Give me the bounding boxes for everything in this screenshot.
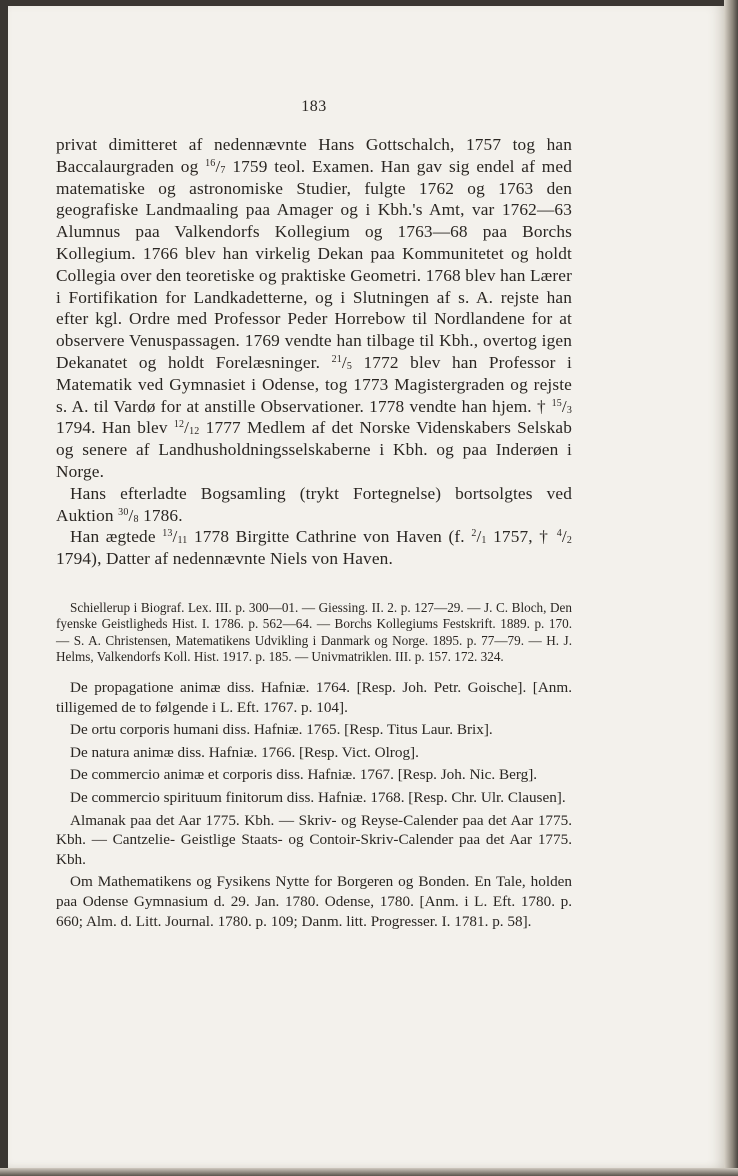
date-fraction: $^{12}/_{12}$ (173, 418, 200, 438)
work-entry: De ortu corporis humani diss. Hafniæ. 1765. [Resp. Titus Laur. Brix]. (70, 721, 493, 739)
page-number: 183 (301, 98, 327, 115)
date-fraction: $^{30}/_8$ (118, 505, 139, 525)
work-entry: De natura animæ diss. Hafniæ. 1766. [Resp. Vict. Olrog]. (70, 743, 419, 761)
work-entry: Almanak paa det Aar 1775. Kbh. — Skriv- og Reyse-Calender paa det Aar 1775. Kbh. — Cantzelie- Geistlige Staats- og Contoir-Skriv-Calender paa det Aar 1775. Kbh. (56, 811, 572, 868)
biography-text (56, 134, 572, 570)
date-fraction: $^4/_2$ (556, 527, 572, 547)
references (56, 600, 572, 666)
date-fraction: $^2/_1$ (471, 527, 487, 547)
body-paragraph: Hans efterladte Bogsamling (trykt Fortegnelse) bortsolgtes ved Auktion $^{30}/_8$ 1786. (56, 483, 572, 525)
page-bottom-edge (0, 1168, 738, 1176)
book-page (8, 6, 724, 1170)
body-paragraph: privat dimitteret af nedennævnte Hans Gottschalch, 1757 tog han Baccalaurgraden og $^{16}/_7$ 1759 teol. Examen. Han gav sig endel af med matematiske og astronomiske Studier, fulgte 1762 og 1763 den geografiske Landmaaling paa Amager og i Kbh.'s Amt, var 1762—63 Alumnus paa Valkendorfs Kollegium og 1763—68 paa Borchs Kollegium. 1766 blev han virkelig Dekan paa Kommunitetet og holdt Collegia over den teoretiske og praktiske Geometri. 1768 blev han Lærer i Fortifikation for Landkadetterne, og i Slutningen af s. A. rejste han efter kgl. Ordre med Professor Peder Horrebow til Nordlandene for at observere Venuspassagen. 1769 vendte han tilbage til Kbh., overtog igen Dekanatet og holdt Forelæsninger. $^{21}/_5$ 1772 blev han Professor i Matematik ved Gymnasiet i Odense, tog 1773 Magistergraden og rejste s. A. til Vardø for at anstille Observationer. 1778 vendte han hjem. † $^{15}/_3$ 1794. Han blev $^{12}/_{12}$ 1777 Medlem af det Norske Videnskabers Selskab og senere af Landhusholdningsselskaberne i Kbh. og paa Inderøen i Norge. (56, 135, 572, 481)
date-fraction: $^{21}/_5$ (331, 352, 353, 372)
work-entry: De commercio animæ et corporis diss. Hafniæ. 1767. [Resp. Joh. Nic. Berg]. (70, 766, 538, 784)
page-edge (724, 0, 738, 1176)
date-fraction: $^{15}/_3$ (551, 396, 572, 416)
date-fraction: $^{16}/_7$ (205, 156, 226, 176)
references-paragraph: Schiellerup i Biograf. Lex. III. p. 300—01. — Giessing. II. 2. p. 127—29. — J. C. Bloch, Den fyenske Geistligheds Hist. I. 1786. p. 562—64. — Borchs Kollegiums Festskrift. 1889. p. 170. — S. A. Christensen, Matematikens Udvikling i Danmark og Norge. 1895. p. 77—79. — H. J. Helms, Valkendorfs Koll. Hist. 1917. p. 185. — Univmatriklen. III. p. 157. 172. 324. (56, 600, 572, 665)
work-entry: De commercio spirituum finitorum diss. Hafniæ. 1768. [Resp. Chr. Ulr. Clausen]. (70, 788, 566, 806)
body-paragraph: Han ægtede $^{13}/_{11}$ 1778 Birgitte Cathrine von Haven (f. $^2/_1$ 1757, † $^4/_2$ 1794), Datter af nedennævnte Niels von Haven. (56, 527, 572, 569)
date-fraction: $^{13}/_{11}$ (162, 527, 188, 547)
works-list (56, 678, 572, 934)
work-entry: De propagatione animæ diss. Hafniæ. 1764. [Resp. Joh. Petr. Goische]. [Anm. tilligemed de to følgende i L. Eft. 1767. p. 104]. (56, 679, 572, 716)
work-entry: Om Mathematikens og Fysikens Nytte for Borgeren og Bonden. En Tale, holden paa Odense Gymnasium d. 29. Jan. 1780. Odense, 1780. [Anm. i L. Eft. 1780. p. 660; Alm. d. Litt. Journal. 1780. p. 109; Danm. litt. Progresser. I. 1781. p. 58]. (56, 873, 572, 930)
